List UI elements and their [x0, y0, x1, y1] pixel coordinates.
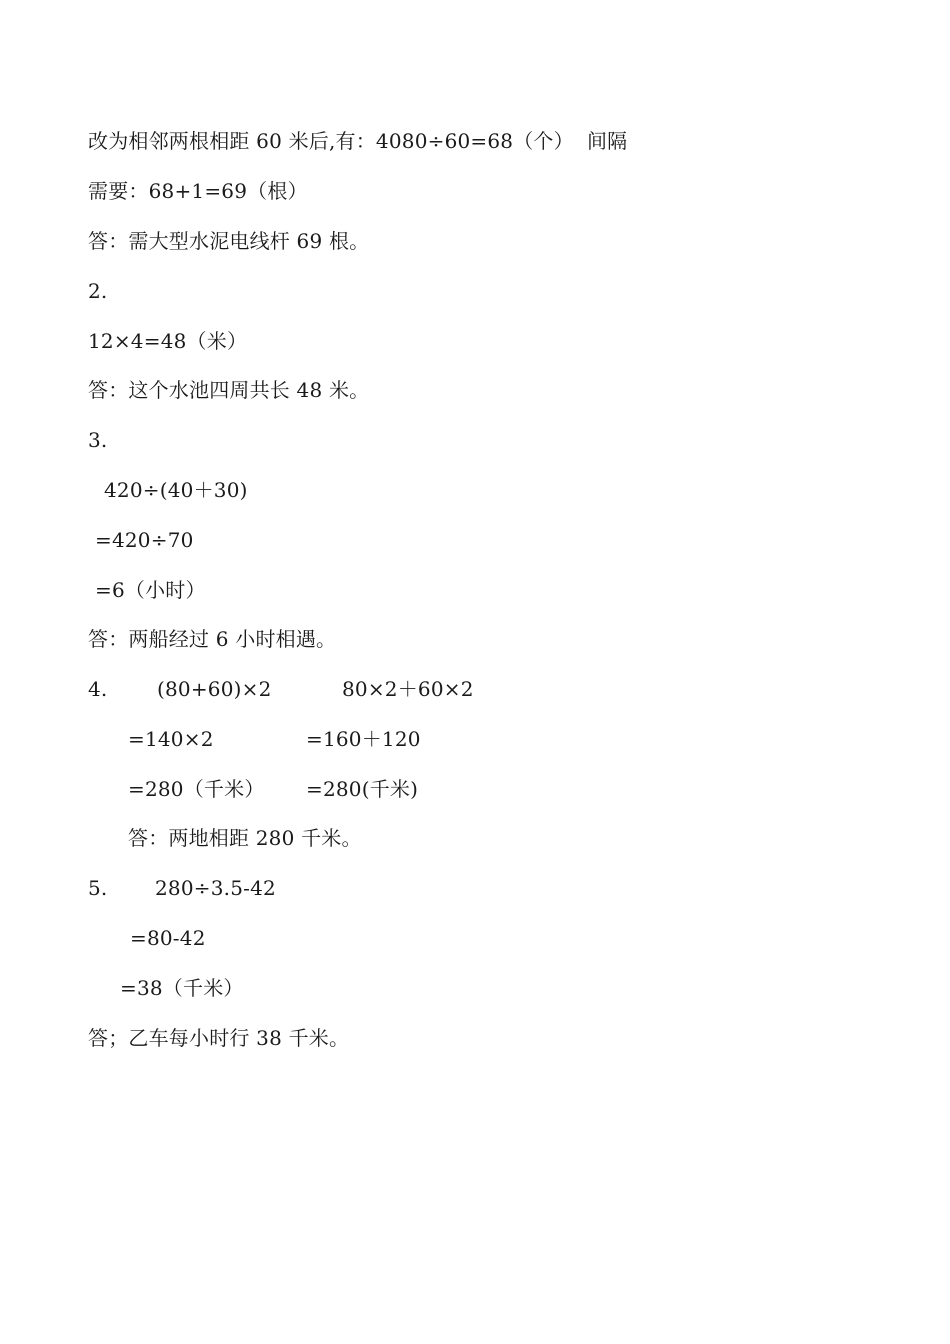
solution-method-1: =140×2 — [128, 727, 214, 751]
answer-line: 答：需大型水泥电线杆 69 根。 — [88, 229, 370, 253]
solution-method-2: 80×2＋60×2 — [342, 677, 474, 701]
solution-line: =80-42 — [130, 926, 206, 950]
solution-method-2: =280(千米) — [306, 777, 419, 801]
problem-number: 2. — [88, 279, 108, 303]
answer-line: 答：这个水池四周共长 48 米。 — [88, 378, 370, 402]
solution-line: =420÷70 — [95, 528, 194, 552]
problem-number: 3. — [88, 428, 108, 452]
solution-method-2: =160＋120 — [306, 727, 421, 751]
solution-line: =38（千米） — [120, 976, 244, 1000]
solution-method-1: (80+60)×2 — [157, 677, 272, 701]
solution-method-1: =280（千米） — [128, 777, 265, 801]
solution-line: 280÷3.5-42 — [155, 876, 276, 900]
solution-line: 需要：68+1=69（根） — [88, 179, 308, 203]
answer-line: 答：两船经过 6 小时相遇。 — [88, 627, 337, 651]
problem-number: 5. — [88, 876, 108, 900]
problem-number: 4. — [88, 677, 108, 701]
solution-line: 12×4=48（米） — [88, 329, 248, 353]
answer-line: 答；乙车每小时行 38 千米。 — [88, 1026, 350, 1050]
solution-line: 改为相邻两根相距 60 米后,有：4080÷60=68（个） 间隔 — [88, 129, 628, 153]
answer-line: 答：两地相距 280 千米。 — [128, 826, 362, 850]
solution-line: 420÷(40＋30) — [104, 478, 248, 502]
solution-line: =6（小时） — [95, 578, 206, 602]
